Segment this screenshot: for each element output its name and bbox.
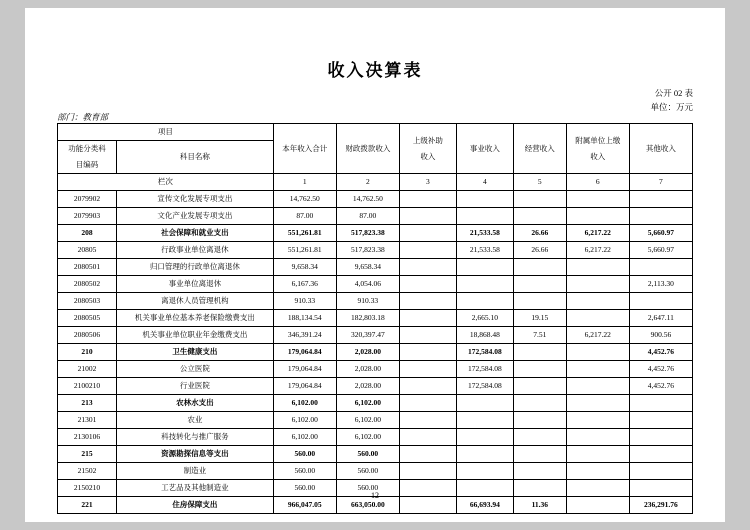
cell-value — [513, 276, 566, 293]
cell-value — [513, 208, 566, 225]
cell-value: 6,167.36 — [273, 276, 336, 293]
table-row — [58, 327, 693, 344]
cell-code: 2080505 — [58, 310, 117, 327]
cell-value: 560.00 — [336, 446, 399, 463]
table-row — [58, 276, 693, 293]
col-header-superior-subsidy: 上级补助 收入 — [399, 124, 456, 174]
cell-value — [399, 225, 456, 242]
table-row — [58, 446, 693, 463]
cell-value — [566, 395, 629, 412]
cell-code: 2150210 — [58, 480, 117, 497]
cell-value — [629, 412, 692, 429]
cell-value — [456, 276, 513, 293]
cell-value — [456, 412, 513, 429]
cell-value: 11.36 — [513, 497, 566, 514]
table-row — [58, 395, 693, 412]
cell-value: 4,452.76 — [629, 361, 692, 378]
col-header-fiscal: 财政拨款收入 — [336, 124, 399, 174]
table-row — [58, 463, 693, 480]
cell-value — [513, 395, 566, 412]
cell-value: 172,584.08 — [456, 344, 513, 361]
cell-value: 2,665.10 — [456, 310, 513, 327]
cell-value — [513, 463, 566, 480]
cell-value — [566, 344, 629, 361]
cell-subject-name: 社会保障和就业支出 — [117, 225, 274, 242]
cell-subject-name: 机关事业单位职业年金缴费支出 — [117, 327, 274, 344]
cell-value — [399, 191, 456, 208]
cell-code: 2080503 — [58, 293, 117, 310]
cell-value — [399, 276, 456, 293]
cell-value — [513, 259, 566, 276]
cell-value: 663,050.00 — [336, 497, 399, 514]
department-label: 部门：教育部 — [57, 112, 109, 122]
col-header-subject-name: 科目名称 — [117, 141, 274, 174]
cell-subject-name: 农林水支出 — [117, 395, 274, 412]
cell-subject-name: 制造业 — [117, 463, 274, 480]
cell-value: 4,054.06 — [336, 276, 399, 293]
cell-value — [456, 429, 513, 446]
column-number-7: 7 — [629, 174, 692, 191]
form-number: 公开 02 表 — [654, 88, 693, 98]
table-row — [58, 208, 693, 225]
cell-value — [513, 446, 566, 463]
cell-value — [566, 429, 629, 446]
page-number: 12 — [371, 491, 379, 500]
unit-label: 单位：万元 — [650, 102, 693, 112]
cell-value: 910.33 — [273, 293, 336, 310]
cell-value: 560.00 — [273, 446, 336, 463]
cell-value: 172,584.08 — [456, 378, 513, 395]
column-number-2: 2 — [336, 174, 399, 191]
cell-value — [566, 191, 629, 208]
cell-value: 236,291.76 — [629, 497, 692, 514]
cell-value: 14,762.50 — [336, 191, 399, 208]
cell-value: 320,397.47 — [336, 327, 399, 344]
cell-value — [566, 463, 629, 480]
cell-value — [399, 344, 456, 361]
cell-value: 26.66 — [513, 242, 566, 259]
cell-value — [629, 463, 692, 480]
cell-value: 188,134.54 — [273, 310, 336, 327]
cell-value: 87.00 — [273, 208, 336, 225]
document-page — [25, 8, 725, 522]
cell-value — [629, 446, 692, 463]
cell-value — [399, 259, 456, 276]
table-row — [58, 361, 693, 378]
cell-value — [566, 361, 629, 378]
cell-value: 560.00 — [273, 463, 336, 480]
cell-code: 221 — [58, 497, 117, 514]
col-header-affiliated-remittance: 附属单位上缴 收入 — [566, 124, 629, 174]
cell-value — [399, 378, 456, 395]
cell-value: 2,113.30 — [629, 276, 692, 293]
cell-value — [629, 191, 692, 208]
column-number-label: 栏次 — [58, 174, 274, 191]
cell-value — [399, 327, 456, 344]
table-row — [58, 344, 693, 361]
cell-code: 20805 — [58, 242, 117, 259]
cell-subject-name: 农业 — [117, 412, 274, 429]
cell-value: 14,762.50 — [273, 191, 336, 208]
cell-code: 21002 — [58, 361, 117, 378]
col-header-total: 本年收入合计 — [273, 124, 336, 174]
cell-value — [456, 463, 513, 480]
cell-subject-name: 资源勘探信息等支出 — [117, 446, 274, 463]
cell-value: 26.66 — [513, 225, 566, 242]
cell-value: 6,102.00 — [273, 429, 336, 446]
table-row — [58, 242, 693, 259]
cell-value — [566, 310, 629, 327]
cell-value — [456, 208, 513, 225]
cell-value: 2,028.00 — [336, 361, 399, 378]
cell-value — [629, 259, 692, 276]
table-row — [58, 191, 693, 208]
cell-value: 179,064.84 — [273, 361, 336, 378]
cell-subject-name: 离退休人员管理机构 — [117, 293, 274, 310]
cell-value — [629, 395, 692, 412]
cell-value: 6,217.22 — [566, 327, 629, 344]
column-number-4: 4 — [456, 174, 513, 191]
document-meta-right — [650, 86, 693, 114]
cell-value: 172,584.08 — [456, 361, 513, 378]
cell-value: 6,102.00 — [336, 412, 399, 429]
cell-value: 551,261.81 — [273, 225, 336, 242]
cell-value — [399, 310, 456, 327]
cell-value — [566, 259, 629, 276]
table-header-group-row — [58, 124, 693, 141]
cell-subject-name: 工艺品及其他制造业 — [117, 480, 274, 497]
cell-value — [456, 293, 513, 310]
cell-value: 5,660.97 — [629, 242, 692, 259]
cell-value: 2,028.00 — [336, 344, 399, 361]
cell-value: 560.00 — [273, 480, 336, 497]
cell-code: 2100210 — [58, 378, 117, 395]
cell-value: 19.15 — [513, 310, 566, 327]
cell-code: 2079903 — [58, 208, 117, 225]
cell-code: 2080502 — [58, 276, 117, 293]
cell-value — [399, 361, 456, 378]
cell-value: 4,452.76 — [629, 344, 692, 361]
cell-value — [566, 208, 629, 225]
cell-value — [399, 429, 456, 446]
cell-code: 2079902 — [58, 191, 117, 208]
cell-code: 210 — [58, 344, 117, 361]
cell-subject-name: 住房保障支出 — [117, 497, 274, 514]
cell-subject-name: 归口管理的行政单位离退休 — [117, 259, 274, 276]
cell-code: 208 — [58, 225, 117, 242]
cell-value — [513, 361, 566, 378]
cell-value: 6,217.22 — [566, 242, 629, 259]
column-number-6: 6 — [566, 174, 629, 191]
cell-subject-name: 事业单位离退休 — [117, 276, 274, 293]
cell-value: 87.00 — [336, 208, 399, 225]
cell-value — [399, 412, 456, 429]
cell-code: 2080501 — [58, 259, 117, 276]
cell-value: 6,102.00 — [273, 395, 336, 412]
revenue-table — [57, 123, 693, 514]
col-header-code: 功能分类科 目编码 — [58, 141, 117, 174]
cell-value — [513, 344, 566, 361]
cell-value: 346,391.24 — [273, 327, 336, 344]
cell-value — [513, 378, 566, 395]
cell-value: 2,647.11 — [629, 310, 692, 327]
cell-value: 5,660.97 — [629, 225, 692, 242]
table-row — [58, 412, 693, 429]
cell-value — [566, 276, 629, 293]
cell-value: 517,823.38 — [336, 225, 399, 242]
cell-subject-name: 行业医院 — [117, 378, 274, 395]
cell-value: 66,693.94 — [456, 497, 513, 514]
cell-value: 21,533.58 — [456, 242, 513, 259]
cell-value: 910.33 — [336, 293, 399, 310]
cell-value — [456, 395, 513, 412]
cell-code: 215 — [58, 446, 117, 463]
cell-value — [629, 429, 692, 446]
col-header-business-income: 事业收入 — [456, 124, 513, 174]
cell-value: 179,064.84 — [273, 344, 336, 361]
cell-value: 2,028.00 — [336, 378, 399, 395]
col-header-other-income: 其他收入 — [629, 124, 692, 174]
cell-value: 6,102.00 — [336, 395, 399, 412]
cell-subject-name: 公立医院 — [117, 361, 274, 378]
cell-subject-name: 科技转化与推广服务 — [117, 429, 274, 446]
cell-value — [399, 242, 456, 259]
cell-value — [399, 463, 456, 480]
page-title: 收入决算表 — [327, 61, 423, 80]
cell-value — [456, 191, 513, 208]
cell-value — [513, 191, 566, 208]
cell-value: 9,658.34 — [273, 259, 336, 276]
cell-value: 6,102.00 — [336, 429, 399, 446]
table-row — [58, 259, 693, 276]
cell-value — [456, 446, 513, 463]
group-header-project: 项目 — [58, 124, 274, 141]
cell-subject-name: 文化产业发展专项支出 — [117, 208, 274, 225]
table-row — [58, 310, 693, 327]
cell-value — [399, 208, 456, 225]
cell-code: 2080506 — [58, 327, 117, 344]
cell-value — [566, 378, 629, 395]
table-row — [58, 225, 693, 242]
cell-value — [513, 412, 566, 429]
table-row — [58, 293, 693, 310]
cell-value: 7.51 — [513, 327, 566, 344]
cell-value — [399, 446, 456, 463]
cell-value: 560.00 — [336, 480, 399, 497]
cell-value — [456, 259, 513, 276]
table-row — [58, 429, 693, 446]
cell-code: 21301 — [58, 412, 117, 429]
cell-code: 21502 — [58, 463, 117, 480]
cell-value: 18,868.48 — [456, 327, 513, 344]
cell-value — [566, 446, 629, 463]
cell-subject-name: 机关事业单位基本养老保险缴费支出 — [117, 310, 274, 327]
cell-value — [513, 429, 566, 446]
cell-value — [513, 293, 566, 310]
col-header-operating-income: 经营收入 — [513, 124, 566, 174]
table-column-number-row — [58, 174, 693, 191]
cell-value — [399, 395, 456, 412]
cell-value: 21,533.58 — [456, 225, 513, 242]
cell-value — [566, 412, 629, 429]
cell-value: 179,064.84 — [273, 378, 336, 395]
cell-value: 560.00 — [336, 463, 399, 480]
cell-subject-name: 宣传文化发展专项支出 — [117, 191, 274, 208]
cell-value: 966,047.05 — [273, 497, 336, 514]
cell-value: 6,217.22 — [566, 225, 629, 242]
column-number-1: 1 — [273, 174, 336, 191]
cell-subject-name: 卫生健康支出 — [117, 344, 274, 361]
cell-value — [566, 293, 629, 310]
cell-value — [629, 293, 692, 310]
cell-value — [629, 208, 692, 225]
cell-value: 551,261.81 — [273, 242, 336, 259]
table-body — [58, 191, 693, 514]
cell-code: 2130106 — [58, 429, 117, 446]
column-number-3: 3 — [399, 174, 456, 191]
cell-value: 9,658.34 — [336, 259, 399, 276]
cell-value — [399, 293, 456, 310]
cell-value: 6,102.00 — [273, 412, 336, 429]
column-number-5: 5 — [513, 174, 566, 191]
cell-code: 213 — [58, 395, 117, 412]
table-row — [58, 378, 693, 395]
cell-value: 4,452.76 — [629, 378, 692, 395]
cell-value: 517,823.38 — [336, 242, 399, 259]
cell-value: 182,803.18 — [336, 310, 399, 327]
cell-value: 900.56 — [629, 327, 692, 344]
cell-subject-name: 行政事业单位离退休 — [117, 242, 274, 259]
